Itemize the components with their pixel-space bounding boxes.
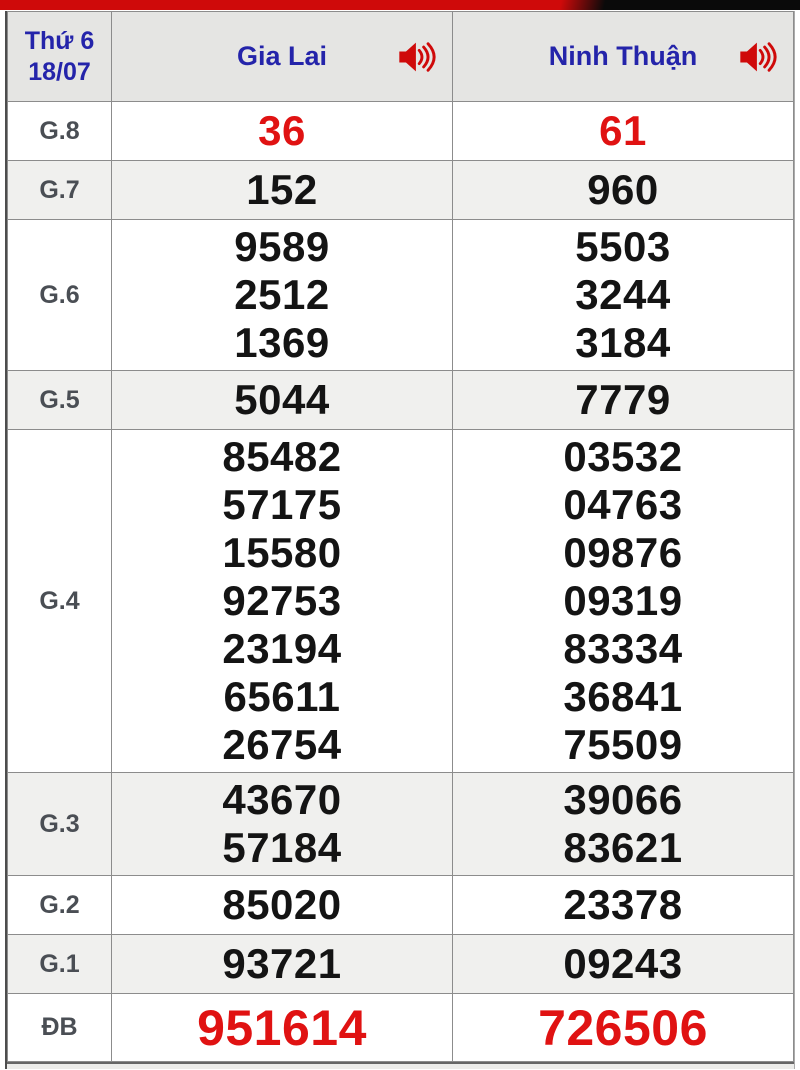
- prize-row: [8, 876, 794, 935]
- prize-label: G.4: [8, 430, 112, 773]
- prize-row: [8, 430, 794, 773]
- speaker-icon: [737, 39, 779, 75]
- prize-row: [8, 773, 794, 876]
- prize-number: 83621: [563, 824, 683, 871]
- ninh-thuan-numbers-cell: [453, 430, 794, 773]
- prize-number: 951614: [197, 999, 367, 1056]
- prize-number: 09319: [563, 577, 683, 624]
- prize-number: 9589: [234, 223, 330, 270]
- prize-number: 57184: [222, 824, 342, 871]
- prize-number: 3184: [575, 319, 671, 366]
- ninh-thuan-numbers-cell: [453, 220, 794, 371]
- prize-number: 83334: [563, 625, 683, 672]
- prize-number: 36: [258, 107, 306, 154]
- prize-number: 57175: [222, 481, 342, 528]
- prize-row: [8, 935, 794, 994]
- ninh-thuan-numbers-cell: [453, 161, 794, 220]
- prize-number: 03532: [563, 433, 683, 480]
- prize-number: 960: [587, 166, 659, 213]
- gia-lai-numbers-cell: [112, 102, 453, 161]
- prize-number: 152: [246, 166, 318, 213]
- province-name-ninh-thuan: Ninh Thuận: [548, 41, 698, 71]
- ninh-thuan-numbers-cell: [453, 102, 794, 161]
- prize-number: 92753: [222, 577, 342, 624]
- prize-label: G.3: [8, 773, 112, 876]
- prize-number: 7779: [575, 376, 671, 423]
- province-header-ninh-thuan: [453, 12, 794, 102]
- prize-number: 04763: [563, 481, 683, 528]
- prize-number: 2512: [234, 271, 330, 318]
- prize-number: 5044: [234, 376, 330, 423]
- lottery-results-table: [7, 11, 794, 1062]
- ninh-thuan-numbers-cell: [453, 876, 794, 935]
- prize-label: G.5: [8, 371, 112, 430]
- gia-lai-numbers-cell: [112, 371, 453, 430]
- prize-label: ĐB: [8, 994, 112, 1062]
- ninh-thuan-numbers-cell: [453, 773, 794, 876]
- gia-lai-numbers-cell: [112, 161, 453, 220]
- prize-number: 61: [599, 107, 647, 154]
- prize-label: G.2: [8, 876, 112, 935]
- prize-number: 75509: [563, 721, 683, 768]
- speaker-icon-button-gia-lai[interactable]: [396, 39, 438, 75]
- draw-date-label: 18/07: [28, 57, 91, 86]
- speaker-icon: [396, 39, 438, 75]
- province-header-gia-lai: [112, 12, 453, 102]
- prize-row: [8, 102, 794, 161]
- prize-number: 43670: [222, 776, 342, 823]
- prize-number: 23378: [563, 881, 683, 928]
- header-row: [8, 12, 794, 102]
- prize-number: 3244: [575, 271, 671, 318]
- prize-row: [8, 161, 794, 220]
- prize-row: [8, 371, 794, 430]
- gia-lai-numbers-cell: [112, 994, 453, 1062]
- prize-number: 26754: [222, 721, 342, 768]
- prize-number: 93721: [222, 940, 342, 987]
- prize-label: G.7: [8, 161, 112, 220]
- prize-row: [8, 220, 794, 371]
- prize-number: 5503: [575, 223, 671, 270]
- prize-number: 39066: [563, 776, 683, 823]
- province-name-gia-lai: Gia Lai: [236, 41, 328, 71]
- prize-label: G.8: [8, 102, 112, 161]
- ninh-thuan-numbers-cell: [453, 935, 794, 994]
- next-row-sliver: [7, 1062, 794, 1069]
- prize-number: 23194: [222, 625, 342, 672]
- results-table-wrap: [5, 11, 795, 1069]
- draw-day-label: Thứ 6: [24, 26, 95, 55]
- gia-lai-numbers-cell: [112, 220, 453, 371]
- draw-date-cell: [8, 12, 112, 102]
- prize-number: 09243: [563, 940, 683, 987]
- prize-label: G.6: [8, 220, 112, 371]
- prize-row: [8, 994, 794, 1062]
- gia-lai-numbers-cell: [112, 876, 453, 935]
- prize-number: 36841: [563, 673, 683, 720]
- prize-number: 15580: [222, 529, 342, 576]
- gia-lai-numbers-cell: [112, 773, 453, 876]
- prize-label: G.1: [8, 935, 112, 994]
- gia-lai-numbers-cell: [112, 430, 453, 773]
- gia-lai-numbers-cell: [112, 935, 453, 994]
- prize-number: 09876: [563, 529, 683, 576]
- ninh-thuan-numbers-cell: [453, 994, 794, 1062]
- prize-number: 85482: [222, 433, 342, 480]
- prize-number: 65611: [223, 673, 341, 720]
- ninh-thuan-numbers-cell: [453, 371, 794, 430]
- prize-number: 85020: [222, 881, 342, 928]
- prize-number: 1369: [234, 319, 330, 366]
- results-body: [8, 102, 794, 1062]
- prize-number: 726506: [538, 999, 708, 1056]
- top-accent-bar: [0, 0, 800, 10]
- speaker-icon-button-ninh-thuan[interactable]: [737, 39, 779, 75]
